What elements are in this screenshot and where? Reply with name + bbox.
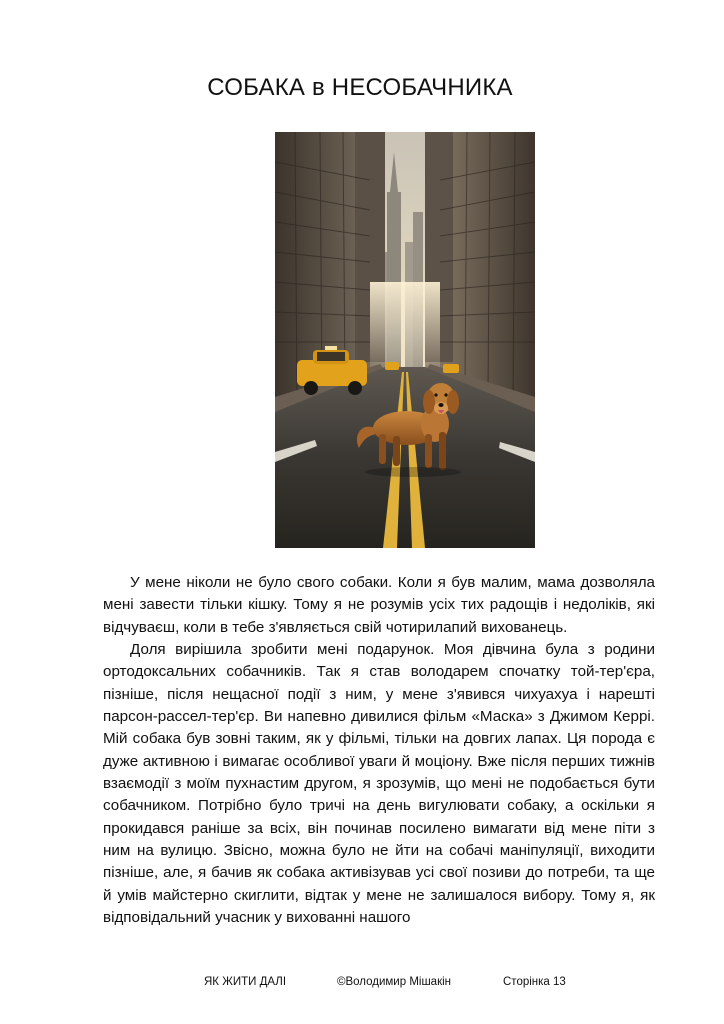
page-footer: [0, 976, 724, 992]
footer-book-title: ЯК ЖИТИ ДАЛІ: [204, 976, 287, 988]
dog-street-photo: [275, 132, 535, 548]
footer-author: ©Володимир Мішакін: [337, 976, 452, 988]
paragraph: Доля вирішила зробити мені подарунок. Моя дівчина була з родини ортодоксальних собачників. Так я став володарем спочатку той-тер'єра, пізніше, після нещасної події з ним, у мене з'явився чихуахуа і нарешті парсон-рассел-тер'єр. Ви напевно дивилися фільм «Маска» з Джимом Керрі. Мій собака був зовні таким, як у фільмі, тільки на довгих лапах. Ця порода є дуже активною і вимагає особливої уваги й моціону. Вже після перших тижнів взаємодії з моїм пухнастим другом, я зрозумів, що мені не подобається бути собачником. Потрібно було тричі на день вигулювати собаку, а оскільки я прокидався раніше за всіх, він починав посилено вимагати від мене піти з ним на вулицю. Звісно, можна було не йти на собачі маніпуляції, виходити пізніше, але, я бачив як собака активізував усі свої позиви до потреби, та ще й умів майстерно скиглити, відтак у мене не залишалося вибору. Тому я, як відповідальний учасник у вихованні нашого: [103, 641, 655, 927]
footer-page-number: Сторінка 13: [503, 976, 566, 988]
article-body: [103, 572, 655, 930]
paragraph: У мене ніколи не було свого собаки. Коли я був малим, мама дозволяла мені завести тільки кішку. Тому я не розумів усіх тих радощів і недоліків, які відчуваєш, коли в тебе з'являється свій чотирилапий вихованець.: [103, 574, 655, 636]
page-title: СОБАКА в НЕСОБАЧНИКА: [207, 74, 513, 101]
